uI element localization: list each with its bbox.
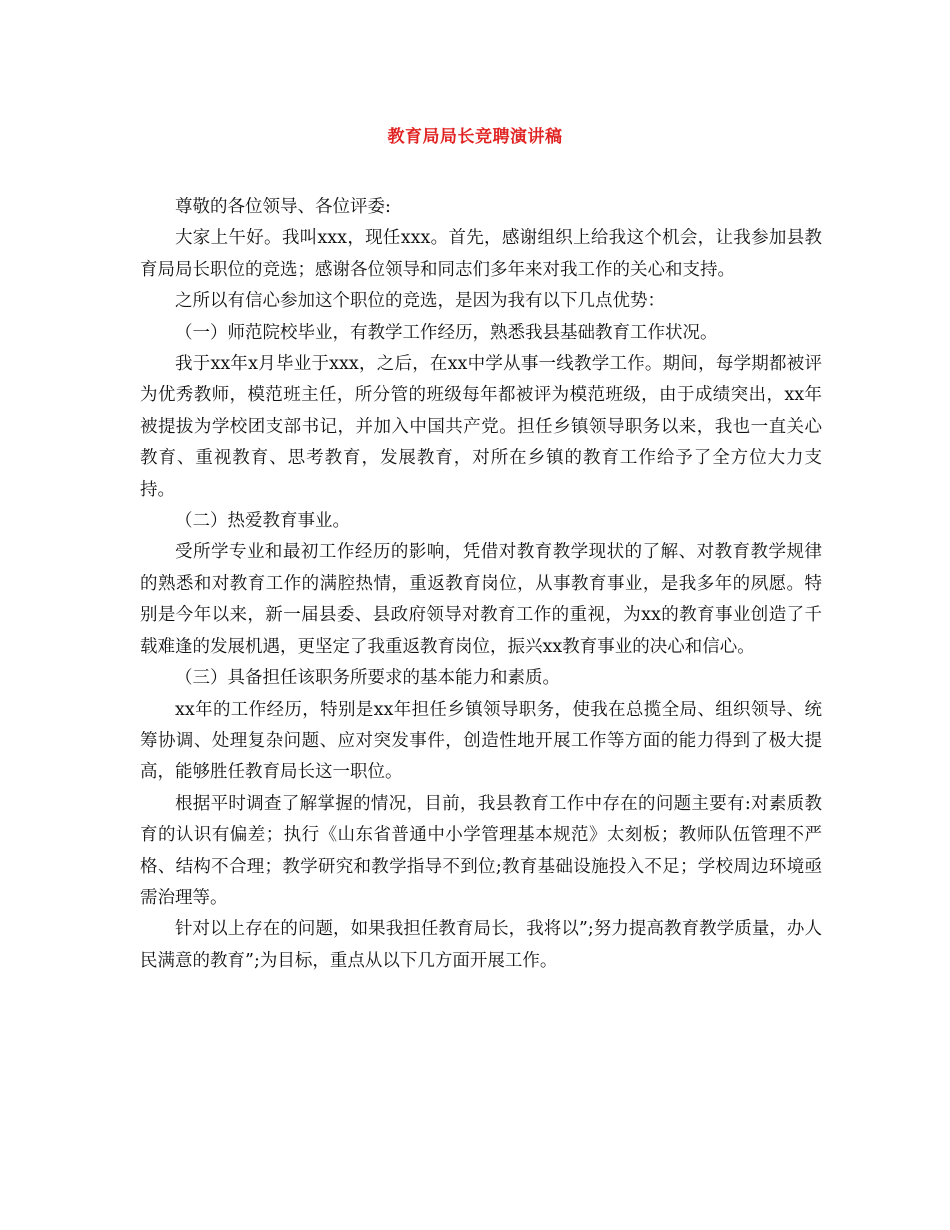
paragraph-plan: 针对以上存在的问题，如果我担任教育局长，我将以”;努力提高教育教学质量，办人民满意的教育”;为目标，重点从以下几方面开展工作。 [140,919,822,971]
paragraph-section-3: xx年的工作经历，特别是xx年担任乡镇领导职务，使我在总揽全局、组织领导、统筹协调、处理复杂问题、应对突发事件，创造性地开展工作等方面的能力得到了极大提高，能够胜任教育局长这一职位。 [140,699,822,783]
section-heading-1: （一）师范院校毕业，有教学工作经历，熟悉我县基础教育工作状况。 [175,322,718,343]
paragraph-section-1: 我于xx年x月毕业于xxx，之后，在xx中学从事一线教学工作。期间，每学期都被评为优秀教师，模范班主任，所分管的班级每年都被评为模范班级，由于成绩突出，xx年被提拔为学校团支部书记，并加入中国共产党。担任乡镇领导职务以来，我也一直关心教育、重视教育、思考教育，发展教育，对所在乡镇的教育工作给予了全方位大力支持。 [140,354,822,500]
document-body [140,192,822,977]
paragraph-problems: 根据平时调查了解掌握的情况，目前，我县教育工作中存在的问题主要有:对素质教育的认识有偏差；执行《山东省普通中小学管理基本规范》太刻板；教师队伍管理不严格、结构不合理；教学研究和教学指导不到位;教育基础设施投入不足；学校周边环境亟需治理等。 [140,793,822,908]
salutation: 尊敬的各位领导、各位评委: [175,197,391,217]
paragraph-intro: 之所以有信心参加这个职位的竞选，是因为我有以下几点优势： [175,291,665,312]
section-heading-2: （二）热爱教育事业。 [175,511,350,532]
document-title: 教育局局长竞聘演讲稿 [387,127,563,147]
section-heading-3: （三）具备担任该职务所要求的基本能力和素质。 [175,668,560,689]
paragraph-section-2: 受所学专业和最初工作经历的影响，凭借对教育教学现状的了解、对教育教学规律的熟悉和对教育工作的满腔热情，重返教育岗位，从事教育事业，是我多年的夙愿。特别是今年以来，新一届县委、县政府领导对教育工作的重视，为xx的教育事业创造了千载难逢的发展机遇，更坚定了我重返教育岗位，振兴xx教育事业的决心和信心。 [140,542,822,657]
paragraph-greeting: 大家上午好。我叫xxx，现任xxx。首先，感谢组织上给我这个机会，让我参加县教育局局长职位的竞选；感谢各位领导和同志们多年来对我工作的关心和支持。 [140,228,822,280]
